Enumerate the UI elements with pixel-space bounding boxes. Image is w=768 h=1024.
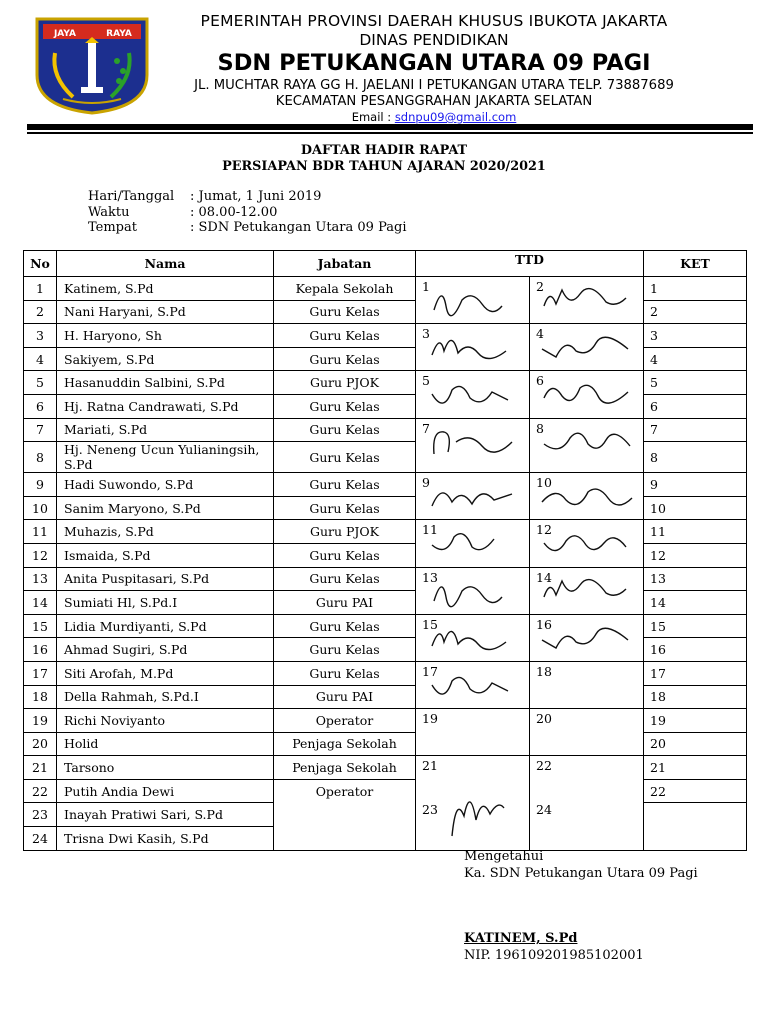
handwritten-signature-icon	[416, 324, 528, 370]
header-nama: Nama	[57, 251, 274, 277]
signature-number: 3	[422, 326, 430, 342]
signature-cell	[416, 371, 530, 418]
principal-nip: NIP. 196109201985102001	[464, 948, 644, 963]
signature-cell	[530, 324, 644, 371]
cell-ket: 1	[644, 277, 747, 301]
cell-no: 5	[24, 371, 57, 395]
table-row	[24, 520, 747, 544]
cell-no: 16	[24, 638, 57, 662]
handwritten-signature-icon	[416, 662, 528, 708]
handwritten-signature-icon	[530, 277, 642, 323]
signature-number: 21	[422, 758, 438, 774]
cell-jabatan: Guru PAI	[274, 685, 416, 709]
cell-ket: 13	[644, 567, 747, 591]
letterhead-text	[160, 12, 708, 124]
handwritten-signature-icon	[530, 473, 642, 519]
signature-cell	[416, 709, 530, 756]
cell-jabatan: Guru PAI	[274, 591, 416, 615]
email-line	[160, 110, 708, 124]
cell-no: 12	[24, 543, 57, 567]
handwritten-signature-icon	[530, 615, 642, 661]
cell-nama: Ismaida, S.Pd	[57, 543, 274, 567]
cell-no: 6	[24, 394, 57, 418]
cell-jabatan: Guru Kelas	[274, 496, 416, 520]
cell-ket: 20	[644, 732, 747, 756]
cell-nama: Sakiyem, S.Pd	[57, 347, 274, 371]
email-link[interactable]: sdnpu09@gmail.com	[394, 110, 517, 124]
table-row	[24, 614, 747, 638]
cell-nama: Katinem, S.Pd	[57, 277, 274, 301]
cell-no: 18	[24, 685, 57, 709]
cell-ket: 2	[644, 300, 747, 324]
info-key: Tempat	[88, 220, 137, 235]
cell-no: 2	[24, 300, 57, 324]
cell-nama: Sanim Maryono, S.Pd	[57, 496, 274, 520]
signature-number: 16	[536, 616, 552, 632]
principal-signature-block	[464, 930, 644, 964]
cell-jabatan: Guru PJOK	[274, 371, 416, 395]
cell-ket: 15	[644, 614, 747, 638]
signature-number: 9	[422, 475, 430, 491]
signature-number: 1	[422, 279, 430, 294]
handwritten-signature-icon	[416, 277, 528, 323]
handwritten-signature-icon	[416, 419, 528, 465]
cell-jabatan: Guru Kelas	[274, 638, 416, 662]
cell-nama: Putih Andia Dewi	[57, 779, 274, 803]
cell-jabatan: Guru Kelas	[274, 473, 416, 497]
header-ket: KET	[644, 251, 747, 277]
handwritten-signature-icon	[416, 568, 528, 614]
signature-cell	[530, 277, 644, 324]
cell-ket: 10	[644, 496, 747, 520]
principal-name: KATINEM, S.Pd	[464, 931, 578, 946]
signature-number: 23	[422, 802, 438, 818]
handwritten-signature-icon	[530, 568, 642, 614]
school-district: KECAMATAN PESANGGRAHAN JAKARTA SELATAN	[275, 94, 593, 109]
signature-number: 8	[536, 420, 544, 436]
signature-cell	[530, 520, 644, 567]
handwritten-signature-icon	[530, 324, 642, 370]
signature-number: 14	[536, 569, 552, 585]
table-header-row	[24, 251, 747, 277]
cell-no: 24	[24, 827, 57, 851]
info-row-date	[88, 189, 406, 205]
signature-cell	[416, 756, 530, 850]
handwritten-signature-icon	[416, 756, 528, 848]
cell-nama: Anita Puspitasari, S.Pd	[57, 567, 274, 591]
cell-jabatan: Penjaga Sekolah	[274, 756, 416, 780]
cell-no: 7	[24, 418, 57, 442]
title-line-2: PERSIAPAN BDR TAHUN AJARAN 2020/2021	[222, 159, 546, 174]
document-title	[0, 143, 768, 175]
cell-no: 23	[24, 803, 57, 827]
info-value: : Jumat, 1 Juni 2019	[190, 189, 322, 204]
handwritten-signature-icon	[530, 371, 642, 417]
info-value: : 08.00-12.00	[190, 204, 278, 220]
signature-cell	[530, 567, 644, 614]
cell-nama: H. Haryono, Sh	[57, 324, 274, 348]
table-row	[24, 277, 747, 301]
school-name: SDN PETUKANGAN UTARA 09 PAGI	[217, 50, 651, 76]
signature-number: 24	[536, 802, 552, 818]
signature-number: 6	[536, 373, 544, 389]
handwritten-signature-icon	[416, 371, 528, 417]
signature-cell	[416, 567, 530, 614]
signature-cell	[416, 277, 530, 324]
signature-number: 18	[536, 663, 552, 679]
table-row	[24, 371, 747, 395]
cell-nama: Hj. Neneng Ucun Yulianingsih, S.Pd	[57, 442, 274, 473]
signature-number: 11	[422, 522, 438, 538]
cell-ket: 21	[644, 756, 747, 780]
cell-ket: 3	[644, 324, 747, 348]
cell-nama: Trisna Dwi Kasih, S.Pd	[57, 827, 274, 851]
signature-number: 5	[422, 373, 430, 389]
signature-number: 19	[422, 711, 438, 727]
cell-ket: 14	[644, 591, 747, 615]
info-key: Waktu	[88, 204, 130, 220]
signature-cell	[530, 473, 644, 520]
handwritten-signature-icon	[530, 419, 642, 465]
cell-nama: Inayah Pratiwi Sari, S.Pd	[57, 803, 274, 827]
handwritten-signature-icon	[416, 520, 528, 566]
attendance-body	[24, 277, 747, 851]
cell-nama: Ahmad Sugiri, S.Pd	[57, 638, 274, 662]
signature-cell	[530, 371, 644, 418]
header-jabatan: Jabatan	[274, 251, 416, 277]
table-row	[24, 709, 747, 733]
info-key: Hari/Tanggal	[88, 189, 175, 204]
acknowledgement	[464, 848, 698, 882]
logo-text-left: JAYA	[53, 29, 77, 39]
principal-position: Ka. SDN Petukangan Utara 09 Pagi	[464, 866, 698, 881]
handwritten-signature-icon	[416, 615, 528, 661]
cell-no: 20	[24, 732, 57, 756]
handwritten-signature-icon	[416, 473, 528, 519]
cell-jabatan: Guru Kelas	[274, 614, 416, 638]
cell-jabatan: Guru Kelas	[274, 347, 416, 371]
signature-cell	[416, 418, 530, 473]
handwritten-signature-icon	[530, 520, 642, 566]
cell-jabatan: Guru Kelas	[274, 300, 416, 324]
title-line-1: DAFTAR HADIR RAPAT	[300, 143, 468, 158]
cell-no: 22	[24, 779, 57, 803]
cell-ket: 16	[644, 638, 747, 662]
cell-ket: 4	[644, 347, 747, 371]
signature-number: 13	[422, 569, 438, 585]
cell-no: 4	[24, 347, 57, 371]
signature-number: 4	[536, 326, 544, 342]
signature-cell	[530, 614, 644, 661]
info-row-place	[88, 220, 406, 236]
cell-ket: 17	[644, 661, 747, 685]
signature-cell	[530, 756, 644, 850]
cell-jabatan: Guru Kelas	[274, 418, 416, 442]
signature-number: 15	[422, 616, 438, 632]
meeting-info	[88, 189, 406, 236]
cell-ket	[644, 803, 747, 850]
cell-jabatan: Guru Kelas	[274, 543, 416, 567]
cell-no: 1	[24, 277, 57, 301]
cell-ket: 8	[644, 442, 747, 473]
signature-number: 2	[536, 279, 544, 294]
info-row-time	[88, 205, 406, 221]
cell-nama: Holid	[57, 732, 274, 756]
cell-nama: Richi Noviyanto	[57, 709, 274, 733]
email-label: Email :	[351, 110, 392, 124]
table-row	[24, 324, 747, 348]
signature-cell	[416, 324, 530, 371]
table-row	[24, 567, 747, 591]
jakarta-emblem-icon	[33, 15, 151, 115]
cell-no: 19	[24, 709, 57, 733]
signature-cell	[416, 661, 530, 708]
cell-jabatan: Guru Kelas	[274, 567, 416, 591]
table-row	[24, 473, 747, 497]
header-no: No	[24, 251, 57, 277]
cell-nama: Mariati, S.Pd	[57, 418, 274, 442]
header-ttd: TTD	[416, 251, 644, 277]
cell-ket: 7	[644, 418, 747, 442]
cell-jabatan: Guru PJOK	[274, 520, 416, 544]
letterhead	[0, 0, 768, 132]
signature-number: 22	[536, 758, 552, 774]
signature-number: 10	[536, 475, 552, 491]
cell-no: 11	[24, 520, 57, 544]
signature-number: 12	[536, 522, 552, 538]
school-address: JL. MUCHTAR RAYA GG H. JAELANI I PETUKANGAN UTARA TELP. 73887689	[194, 78, 674, 93]
cell-jabatan: Guru Kelas	[274, 324, 416, 348]
cell-no: 17	[24, 661, 57, 685]
table-row	[24, 756, 747, 780]
cell-no: 14	[24, 591, 57, 615]
info-value: : SDN Petukangan Utara 09 Pagi	[190, 220, 407, 235]
cell-no: 21	[24, 756, 57, 780]
cell-no: 13	[24, 567, 57, 591]
letterhead-rule-thick	[27, 124, 753, 130]
cell-ket: 6	[644, 394, 747, 418]
cell-nama: Nani Haryani, S.Pd	[57, 300, 274, 324]
acknowledge-label: Mengetahui	[464, 849, 544, 864]
cell-nama: Della Rahmah, S.Pd.I	[57, 685, 274, 709]
cell-jabatan: Guru Kelas	[274, 442, 416, 473]
cell-ket: 12	[644, 543, 747, 567]
cell-jabatan: Penjaga Sekolah	[274, 732, 416, 756]
cell-ket: 11	[644, 520, 747, 544]
cell-ket: 5	[644, 371, 747, 395]
signature-cell	[530, 418, 644, 473]
table-row	[24, 418, 747, 442]
cell-ket: 18	[644, 685, 747, 709]
cell-nama: Lidia Murdiyanti, S.Pd	[57, 614, 274, 638]
cell-nama: Muhazis, S.Pd	[57, 520, 274, 544]
cell-ket: 9	[644, 473, 747, 497]
department-name: DINAS PENDIDIKAN	[359, 31, 509, 49]
cell-no: 8	[24, 442, 57, 473]
cell-jabatan: Operator	[274, 779, 416, 850]
cell-jabatan: Operator	[274, 709, 416, 733]
cell-ket: 19	[644, 709, 747, 733]
letterhead-rule-thin	[27, 132, 753, 134]
cell-jabatan: Guru Kelas	[274, 661, 416, 685]
signature-cell	[416, 614, 530, 661]
signature-number: 20	[536, 711, 552, 727]
cell-no: 3	[24, 324, 57, 348]
cell-nama: Hj. Ratna Candrawati, S.Pd	[57, 394, 274, 418]
cell-nama: Tarsono	[57, 756, 274, 780]
signature-number: 17	[422, 663, 438, 679]
cell-no: 15	[24, 614, 57, 638]
attendance-table	[23, 250, 747, 851]
cell-no: 9	[24, 473, 57, 497]
cell-nama: Hadi Suwondo, S.Pd	[57, 473, 274, 497]
cell-nama: Sumiati Hl, S.Pd.I	[57, 591, 274, 615]
government-name: PEMERINTAH PROVINSI DAERAH KHUSUS IBUKOTA JAKARTA	[200, 12, 668, 30]
cell-no: 10	[24, 496, 57, 520]
cell-nama: Hasanuddin Salbini, S.Pd	[57, 371, 274, 395]
signature-cell	[530, 709, 644, 756]
cell-nama: Siti Arofah, M.Pd	[57, 661, 274, 685]
cell-jabatan: Kepala Sekolah	[274, 277, 416, 301]
signature-cell	[416, 473, 530, 520]
logo-text-right: RAYA	[106, 29, 132, 39]
cell-jabatan: Guru Kelas	[274, 394, 416, 418]
table-row	[24, 661, 747, 685]
signature-cell	[530, 661, 644, 708]
signature-cell	[416, 520, 530, 567]
signature-number: 7	[422, 420, 430, 436]
cell-ket: 22	[644, 779, 747, 803]
